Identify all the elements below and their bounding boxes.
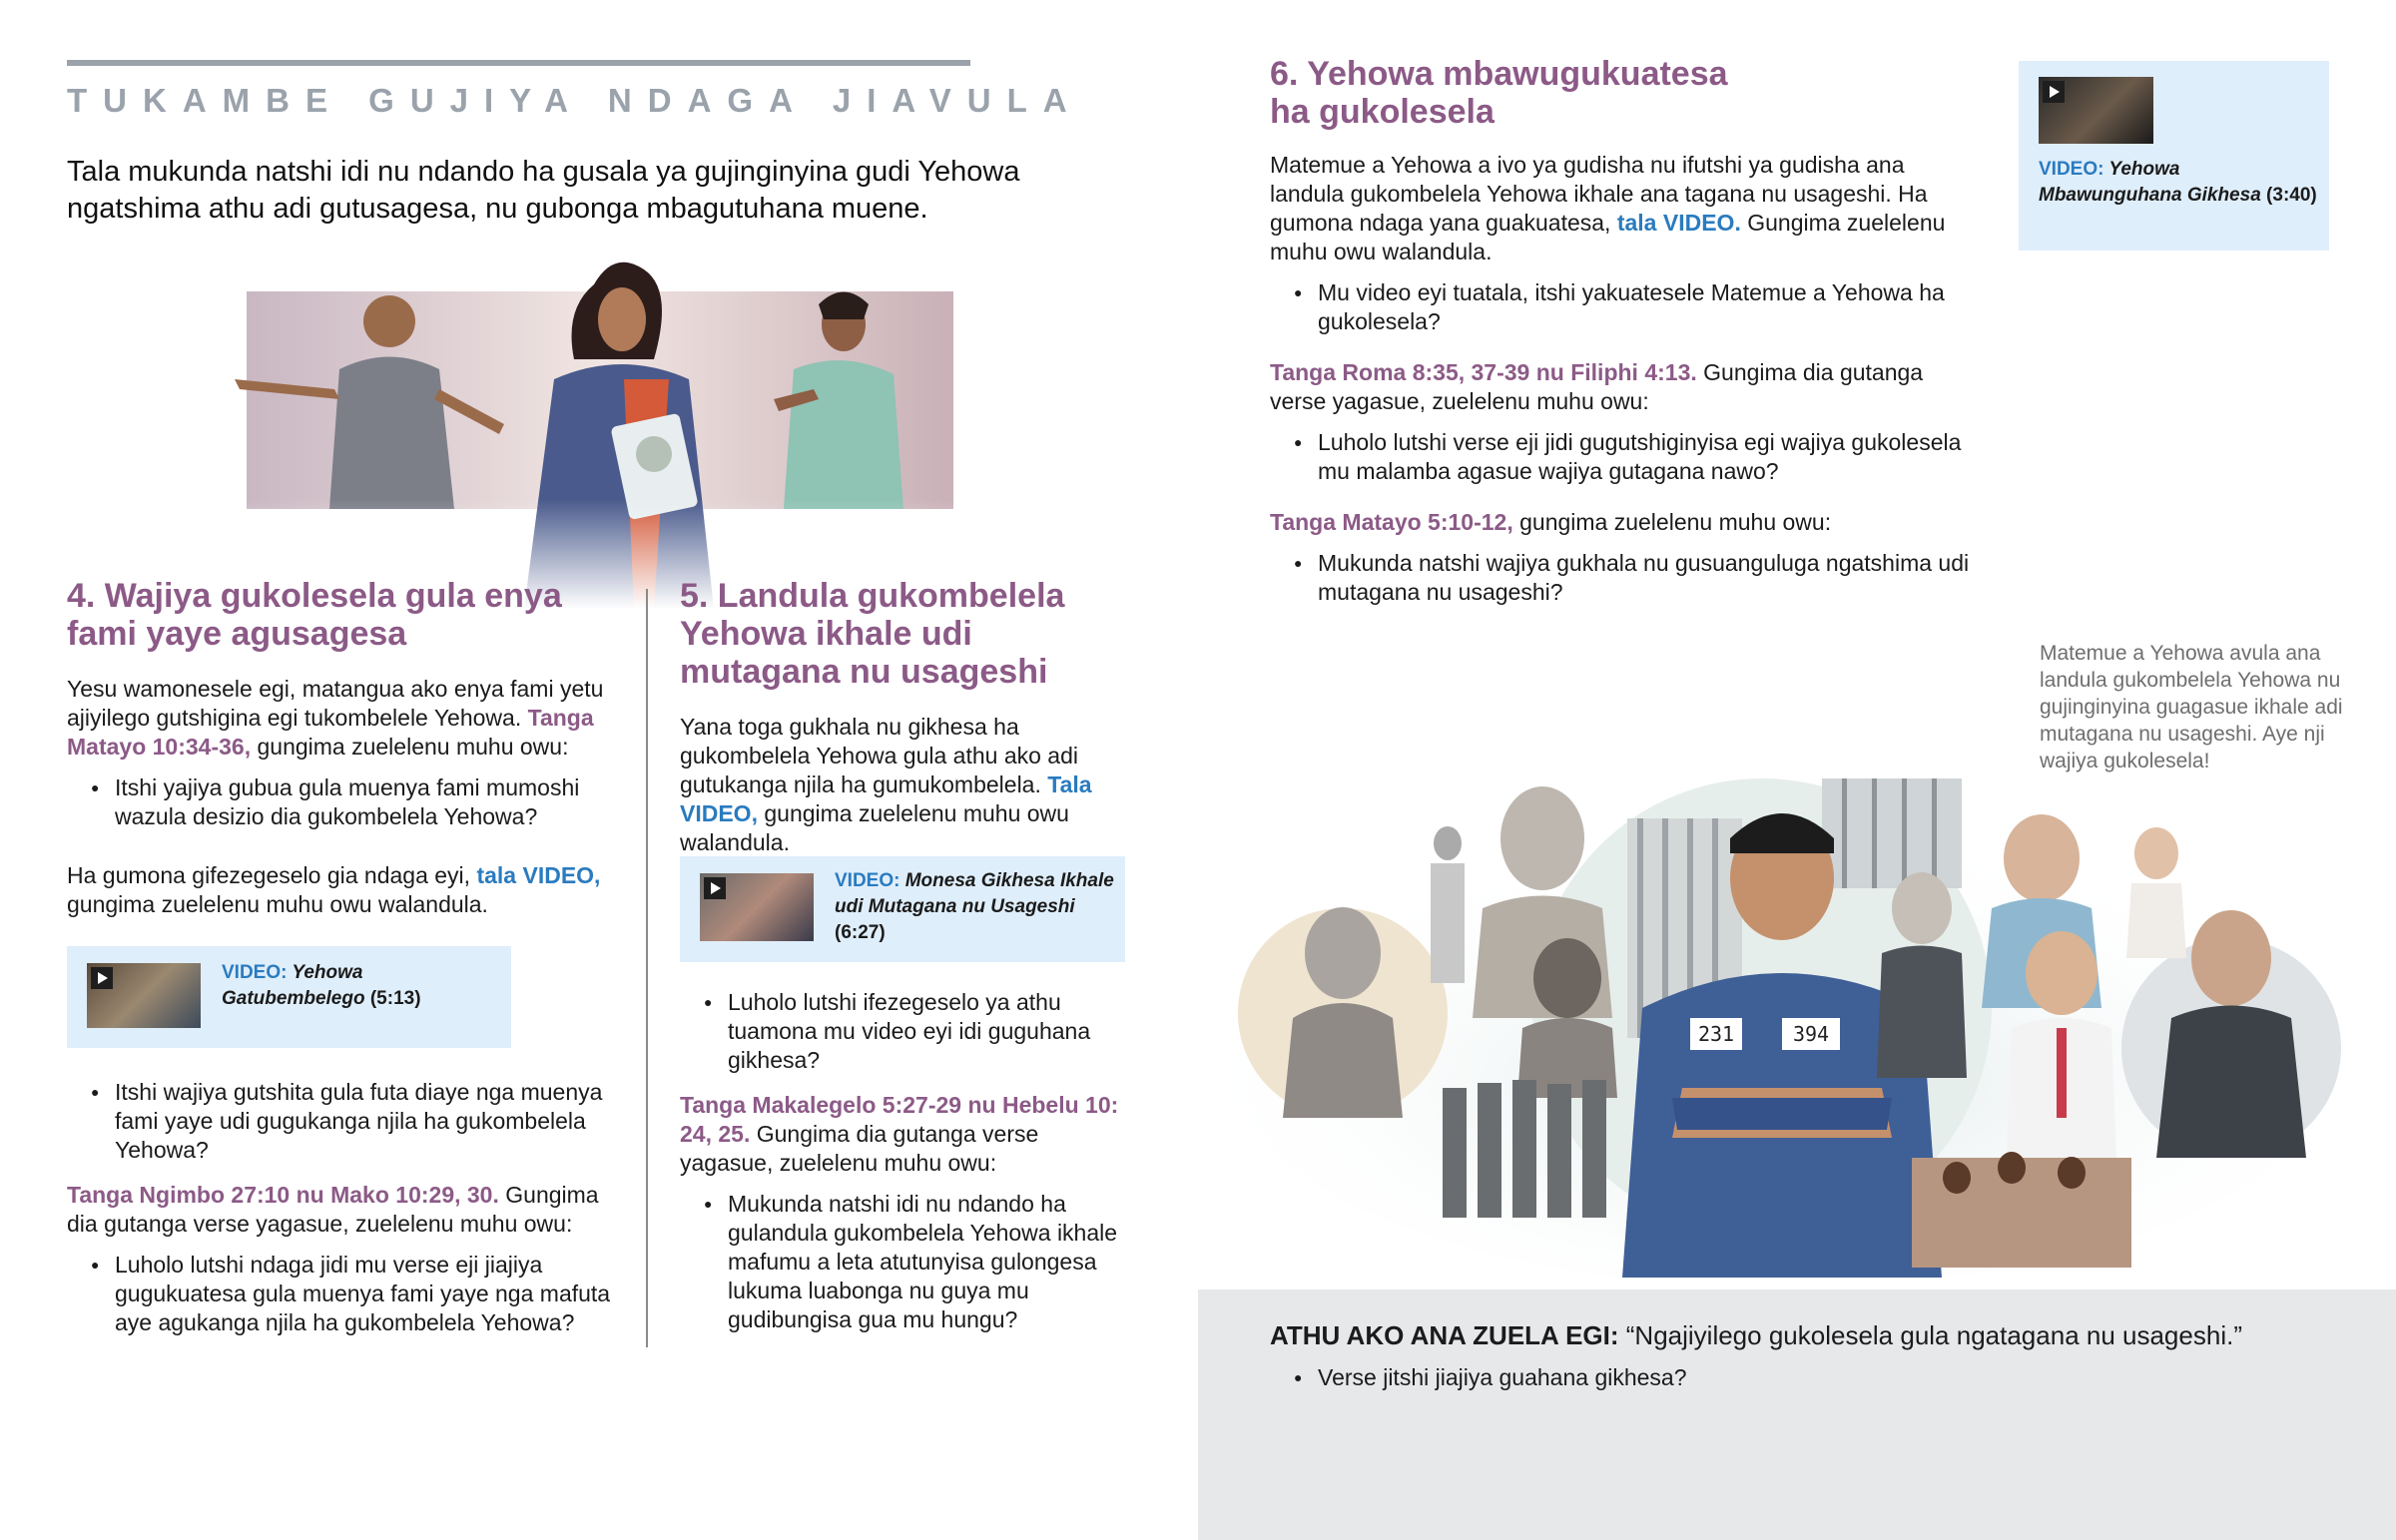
scripture-reference[interactable]: Tanga Matayo 5:10-12,: [1270, 509, 1513, 535]
scripture-reference[interactable]: Tanga Roma 8:35, 37-39 nu Filiphi 4:13.: [1270, 359, 1697, 385]
video-title[interactable]: VIDEO: Monesa Gikhesa Ikhale udi Mutagana nu Usageshi (6:27): [835, 870, 1114, 943]
paragraph-text: Gungima dia gutanga verse yagasue, zuelelenu muhu owu:: [1270, 359, 1924, 414]
question-bullet: ● Itshi yajiya gubua gula muenya fami mumoshi wazula desizio dia gukombelela Yehowa?: [67, 773, 606, 831]
paragraph-text: gungima zuelelenu muhu owu:: [1519, 509, 1832, 535]
paragraph-text: Yesu wamonesele egi, matangua ako enya fami yetu ajiyilego gutshigina egi tukombelele Yehowa.: [67, 676, 604, 731]
play-icon[interactable]: [2043, 81, 2065, 103]
video-link[interactable]: Tala VIDEO,: [680, 771, 1092, 826]
section-5-paragraph-1: [680, 713, 1124, 857]
section-6-paragraph-1: [1270, 151, 1979, 266]
paragraph-text: Matemue a Yehowa a ivo ya gudisha nu ifutshi ya gudisha ana landula gukombelela Yehowa ikhale ana tagana nu usageshi. Ha gumona ndaga yana guakuatesa,: [1270, 152, 1928, 236]
paragraph-text: gungima zuelelenu muhu owu walandula.: [680, 800, 1069, 855]
section-4-paragraph-3: [67, 1181, 626, 1239]
prisoner-badge-1: 231: [1697, 1022, 1735, 1046]
section-5-lower: [680, 988, 1124, 1334]
video-thumbnail[interactable]: [87, 963, 201, 1028]
section-4: [67, 577, 606, 919]
section-6-heading: 6. Yehowa mbawugukuatesa ha gukolesela: [1270, 55, 1728, 131]
section-6-paragraph-3: [1270, 508, 1979, 537]
footer-content: [1270, 1319, 2348, 1392]
paragraph-text: Gungima dia gutanga verse yagasue, zuelelenu muhu owu:: [680, 1121, 1039, 1176]
section-5-paragraph-2: [680, 1091, 1124, 1178]
question-bullet: ● Mukunda natshi idi nu ndando ha gulandula gukombelela Yehowa ikhale mafumu a leta atutunyisa gulongesa lukuma luabonga nu guya mu gudibungisa gua mu hungu?: [680, 1190, 1124, 1334]
section-6-paragraph-2: [1270, 358, 1979, 416]
header-rule: [67, 60, 970, 66]
prisoner-badge-2: 394: [1792, 1022, 1830, 1046]
illustration-caption: Matemue a Yehowa avula ana landula gukombelela Yehowa nu gujinginyina guagasue ikhale adi mutagana nu usageshi. Aye nji wajiya gukolesela!: [2040, 642, 2343, 772]
question-bullet: ● Mu video eyi tuatala, itshi yakuatesele Matemue a Yehowa ha gukolesela?: [1270, 278, 1979, 336]
section-4-paragraph-2: [67, 861, 606, 919]
question-bullet: ● Verse jitshi jiajiya guahana gikhesa?: [1270, 1363, 2348, 1392]
paragraph-text: gungima zuelelenu muhu owu:: [257, 734, 569, 760]
section-5: [680, 577, 1124, 857]
paragraph-text: Ha gumona gifezegeselo gia ndaga eyi,: [67, 862, 471, 888]
question-bullet: ● Mukunda natshi wajiya gukhala nu gusuanguluga ngatshima udi mutagana nu usageshi?: [1270, 549, 1979, 607]
paragraph-text: Gungima dia gutanga verse yagasue, zuelelenu muhu owu:: [67, 1182, 599, 1237]
play-icon[interactable]: [704, 877, 726, 899]
scripture-reference[interactable]: Tanga Matayo 10:34-36,: [67, 705, 594, 760]
column-divider: [646, 589, 648, 1347]
video-link[interactable]: tala VIDEO,: [476, 862, 601, 888]
section-6: [1270, 55, 1979, 607]
section-kicker: TUKAMBE GUJIYA NDAGA JIAVULA: [67, 82, 1083, 119]
video-thumbnail[interactable]: [2039, 77, 2153, 144]
question-bullet: ● Luholo lutshi verse eji jidi gugutshiginyisa egi wajiya gukolesela mu malamba agasue wajiya gutagana nawo?: [1270, 428, 1979, 486]
section-4-lower: [67, 1078, 626, 1337]
section-5-heading: 5. Landula gukombelela Yehowa ikhale udi mutagana nu usageshi: [680, 577, 1065, 691]
family-illustration: [215, 250, 973, 609]
play-icon[interactable]: [91, 967, 113, 989]
video-thumbnail[interactable]: [700, 873, 814, 941]
paragraph-text: Gungima zuelelenu muhu owu walandula.: [1270, 210, 1946, 264]
video-card-section-4[interactable]: [67, 946, 511, 1048]
paragraph-text: Yana toga gukhala nu gikhesa ha gukombelela Yehowa gula athu ako adi gutukanga njila ha gumukombelela.: [680, 714, 1078, 797]
video-link[interactable]: tala VIDEO.: [1616, 210, 1741, 236]
footer-quote: “Ngajiyilego gukolesela gula ngatagana nu usageshi.”: [1625, 1320, 2242, 1350]
paragraph-text: gungima zuelelenu muhu owu walandula.: [67, 891, 488, 917]
section-4-heading: 4. Wajiya gukolesela gula enya fami yaye agusagesa: [67, 577, 562, 653]
question-bullet: ● Luholo lutshi ndaga jidi mu verse eji jiajiya gugukuatesa gula muenya fami yaye nga mafuta aye agukanga njila ha gukombelela Yehowa?: [67, 1251, 626, 1337]
footer-statement: [1270, 1319, 2348, 1351]
video-title[interactable]: VIDEO: Yehowa Mbawunguhana Gikhesa (3:40): [2039, 159, 2317, 206]
video-card-section-6[interactable]: [2019, 61, 2329, 251]
witnesses-illustration: [1223, 759, 2361, 1278]
question-bullet: ● Itshi wajiya gutshita gula futa diaye nga muenya fami yaye udi gugukanga njila ha gukombelela Yehowa?: [67, 1078, 626, 1165]
section-4-paragraph-1: [67, 675, 606, 762]
question-bullet: ● Luholo lutshi ifezegeselo ya athu tuamona mu video eyi idi guguhana gikhesa?: [680, 988, 1124, 1075]
intro-text: Tala mukunda natshi idi nu ndando ha gusala ya gujinginyina gudi Yehowa ngatshima athu adi gutusagesa, nu gubonga mbagutuhana muene.: [67, 156, 1020, 225]
video-card-section-5[interactable]: [680, 856, 1125, 962]
scripture-reference[interactable]: Tanga Ngimbo 27:10 nu Mako 10:29, 30.: [67, 1182, 499, 1208]
scripture-reference[interactable]: Tanga Makalegelo 5:27-29 nu Hebelu 10: 24, 25.: [680, 1092, 1119, 1147]
video-title[interactable]: VIDEO: Yehowa Gatubembelego (5:13): [222, 962, 421, 1009]
footer-label: ATHU AKO ANA ZUELA EGI:: [1270, 1320, 1619, 1350]
